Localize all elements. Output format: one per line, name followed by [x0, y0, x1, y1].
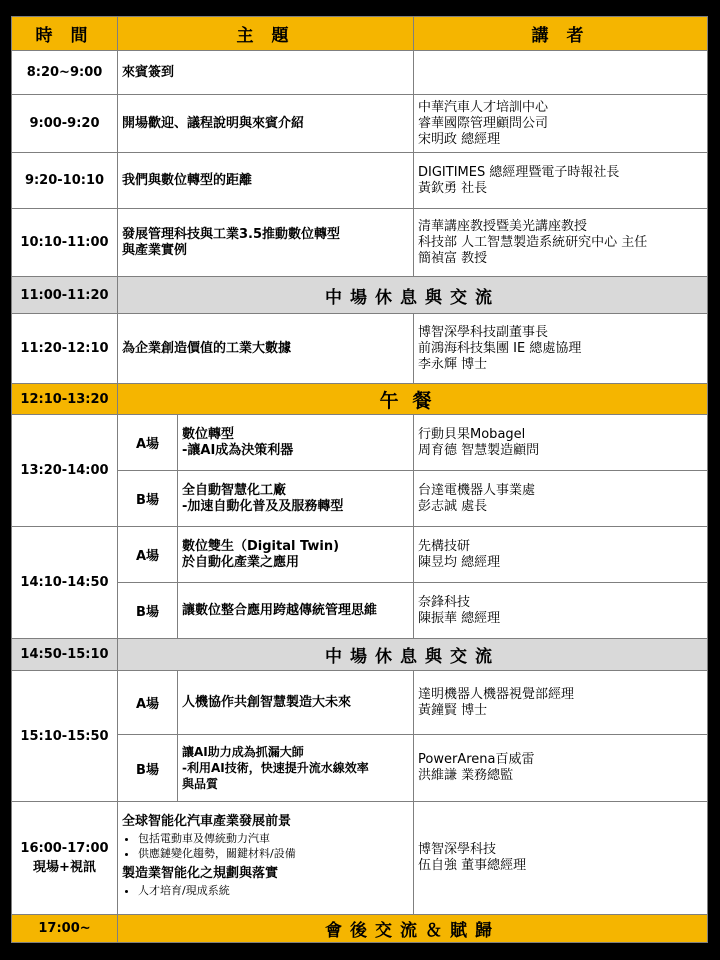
session-row [12, 527, 708, 583]
topic-line: 數位轉型 [182, 426, 235, 442]
speaker-line: PowerArena百威雷 [418, 752, 535, 767]
track-label: B場 [118, 735, 178, 802]
time-cell: 10:10-11:00 [12, 209, 118, 277]
track-label: A場 [118, 415, 178, 471]
topic-subtitle: 全球智能化汽車產業發展前景 [122, 813, 292, 829]
speaker-line: 行動貝果Mobagel [418, 426, 526, 442]
agenda-row [12, 209, 708, 277]
closing-banner: 會後交流＆賦歸 [118, 915, 708, 943]
time-cell: 11:20-12:10 [12, 314, 118, 384]
time-cell: 9:20-10:10 [12, 153, 118, 209]
speaker-cell [414, 209, 708, 277]
time-cell: 12:10-13:20 [12, 384, 118, 415]
time-cell: 14:50-15:10 [12, 639, 118, 671]
topic-cell [178, 415, 414, 471]
topic-line: 讓AI助力成為抓漏大師 [182, 745, 304, 759]
bullet-item: • 人才培育/現成系統 [138, 883, 409, 898]
track-label: B場 [118, 583, 178, 639]
topic-cell [178, 735, 414, 802]
speaker-cell [414, 415, 708, 471]
speaker-cell [414, 802, 708, 915]
agenda-row [12, 314, 708, 384]
topic-cell: 我們與數位轉型的距離 [118, 153, 414, 209]
speaker-cell [414, 527, 708, 583]
lunch-banner: 午餐 [118, 384, 708, 415]
topic-cell [178, 471, 414, 527]
topic-cell [178, 583, 414, 639]
speaker-cell [414, 153, 708, 209]
time-cell: 14:10-14:50 [12, 527, 118, 639]
agenda-row [12, 802, 708, 915]
topic-cell [178, 671, 414, 735]
agenda-row [12, 51, 708, 95]
topic-cell: 為企業創造價值的工業大數據 [118, 314, 414, 384]
speaker-cell [414, 735, 708, 802]
break-banner: 中場休息與交流 [118, 639, 708, 671]
speaker-line: 周育德 智慧製造顧問 [418, 442, 540, 458]
bullet-item: • 包括電動車及傳統動力汽車 [138, 831, 409, 846]
agenda-row [12, 153, 708, 209]
time-cell: 11:00-11:20 [12, 277, 118, 314]
speaker-line: 李永輝 博士 [418, 356, 488, 372]
header-topic: 主 題 [118, 17, 414, 51]
bullet-list [122, 831, 409, 861]
bullet-list [122, 883, 409, 898]
track-label: B場 [118, 471, 178, 527]
topic-line: -利用AI技術，快速提升流水線效率 [182, 761, 369, 775]
speaker-line: 宋明政 總經理 [418, 131, 501, 147]
topic-line: 與品質 [182, 777, 219, 791]
topic-cell: 來賓簽到 [118, 51, 414, 95]
topic-line: 發展管理科技與工業3.5推動數位轉型 [122, 226, 341, 242]
topic-line: -加速自動化普及及服務轉型 [182, 498, 344, 514]
time-cell: 17:00~ [12, 915, 118, 943]
header-speaker: 講 者 [414, 17, 708, 51]
time-cell [12, 802, 118, 915]
break-row [12, 277, 708, 314]
speaker-line: 博智深學科技 [418, 842, 497, 857]
topic-subtitle: 製造業智能化之規劃與落實 [122, 865, 279, 881]
speaker-line: 博智深學科技副董事長 [418, 324, 549, 340]
topic-line: -讓AI成為決策利器 [182, 442, 294, 458]
time-note: 現場+視訊 [33, 860, 96, 875]
speaker-line: 彭志誠 處長 [418, 498, 488, 514]
lunch-row [12, 384, 708, 415]
speaker-line: 陳振華 總經理 [418, 610, 501, 626]
speaker-line: 黃欽勇 社長 [418, 180, 488, 196]
session-row [12, 415, 708, 471]
topic-line: 於自動化產業之應用 [182, 554, 300, 570]
topic-line: 全自動智慧化工廠 [182, 482, 287, 498]
speaker-line: 陳昱均 總經理 [418, 554, 501, 570]
speaker-line: 台達電機器人事業處 [418, 482, 536, 498]
speaker-line: 先構技研 [418, 538, 471, 554]
speaker-line: 前鴻海科技集團 IE 總處協理 [418, 340, 582, 356]
closing-row [12, 915, 708, 943]
speaker-line: 科技部 人工智慧製造系統研究中心 主任 [418, 234, 648, 250]
speaker-line: 達明機器人機器視覺部經理 [418, 686, 575, 702]
speaker-cell [414, 671, 708, 735]
speaker-line: 黃鐘賢 博士 [418, 702, 488, 718]
header-time: 時 間 [12, 17, 118, 51]
speaker-line: 睿華國際管理顧問公司 [418, 115, 549, 131]
time-cell: 9:00-9:20 [12, 95, 118, 153]
topic-line: 與產業實例 [122, 242, 188, 258]
track-label: A場 [118, 671, 178, 735]
topic-cell [178, 527, 414, 583]
agenda-row [12, 95, 708, 153]
speaker-cell [414, 51, 708, 95]
speaker-line: 中華汽車人才培訓中心 [418, 99, 549, 115]
topic-line: 讓數位整合應用跨越傳統管理思維 [182, 602, 378, 618]
topic-cell [118, 209, 414, 277]
speaker-cell [414, 583, 708, 639]
time-cell: 13:20-14:00 [12, 415, 118, 527]
speaker-line: 伍自強 董事總經理 [418, 858, 527, 873]
topic-cell: 開場歡迎、議程說明與來賓介紹 [118, 95, 414, 153]
speaker-cell [414, 95, 708, 153]
topic-line: 人機協作共創智慧製造大未來 [182, 694, 352, 710]
topic-line: 數位雙生（Digital Twin) [182, 538, 340, 554]
break-banner: 中場休息與交流 [118, 277, 708, 314]
speaker-line: 清華講座教授暨美光講座教授 [418, 218, 588, 234]
bullet-item: • 供應鏈變化趨勢，關鍵材料/設備 [138, 846, 409, 861]
speaker-cell [414, 314, 708, 384]
header-row [12, 17, 708, 51]
topic-cell [118, 802, 414, 915]
speaker-line: 奈鋒科技 [418, 594, 471, 610]
agenda-table [11, 16, 708, 943]
time-cell: 15:10-15:50 [12, 671, 118, 802]
break-row [12, 639, 708, 671]
speaker-line: 洪維謙 業務總監 [418, 768, 514, 783]
speaker-line: 簡禎富 教授 [418, 250, 488, 266]
speaker-line: DIGITIMES 總經理暨電子時報社長 [418, 164, 620, 180]
time-cell: 8:20~9:00 [12, 51, 118, 95]
track-label: A場 [118, 527, 178, 583]
time-line: 16:00-17:00 [20, 841, 109, 856]
session-row [12, 671, 708, 735]
speaker-cell [414, 471, 708, 527]
